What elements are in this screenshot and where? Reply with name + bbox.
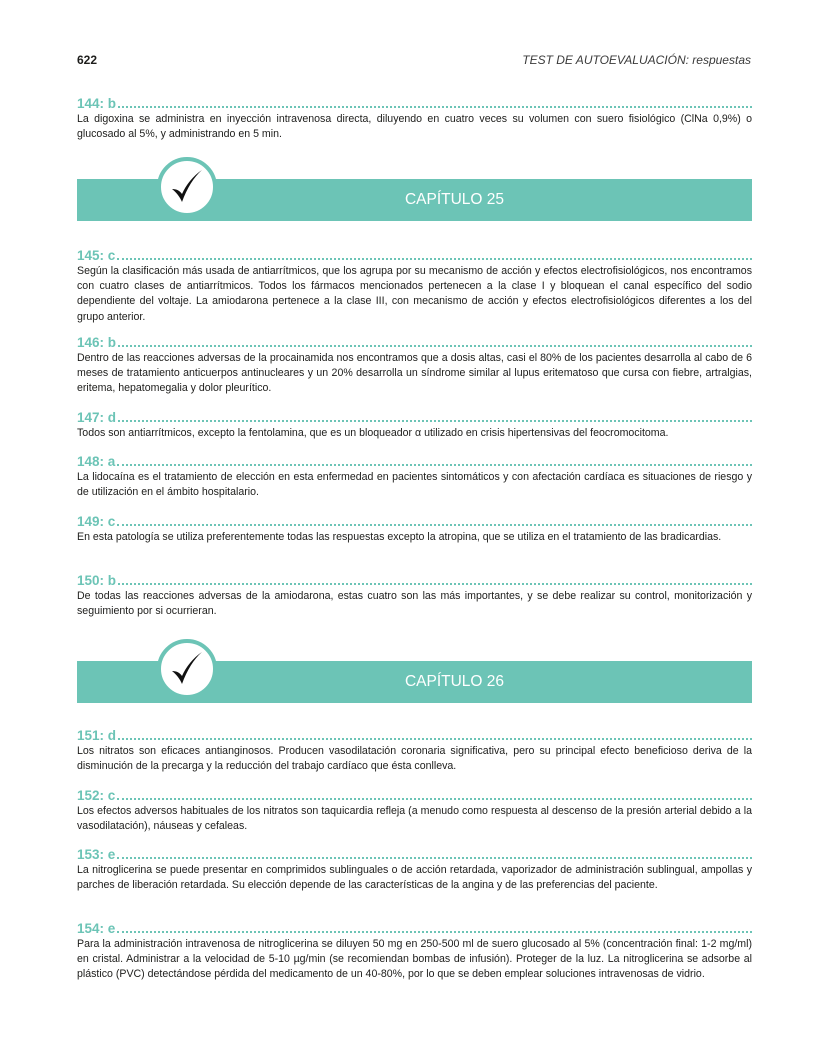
answer-label: 148: a — [77, 454, 116, 469]
answer-text: En esta patología se utiliza preferentemente todas las respuestas excepto la atropina, que se utiliza en el tratamiento de las bradicardias. — [77, 531, 722, 543]
dotted-leader — [118, 738, 752, 740]
answer-152 — [77, 788, 752, 834]
answer-144 — [77, 96, 752, 142]
answer-header — [77, 728, 752, 743]
answer-150 — [77, 573, 752, 619]
answer-154 — [77, 921, 752, 983]
dotted-leader — [117, 798, 752, 800]
answer-text: De todas las reacciones adversas de la amiodarona, estas cuatro son las más importantes, y se debe realizar su control, monitorización y seguimiento por si ocurrieran. — [77, 590, 752, 618]
answer-header — [77, 921, 752, 936]
answer-label: 146: b — [77, 335, 117, 350]
answer-label: 151: d — [77, 728, 117, 743]
answer-header — [77, 335, 752, 350]
dotted-leader — [117, 931, 752, 933]
dotted-leader — [117, 857, 752, 859]
dotted-leader — [118, 583, 752, 585]
answer-text: La lidocaína es el tratamiento de elección en esta enfermedad en pacientes sintomáticos y con afectación cardíaca es situaciones de riesgo y de utilización en el ámbito hospitalario. — [77, 471, 752, 499]
answer-text: Los efectos adversos habituales de los nitratos son taquicardia refleja (a menudo como respuesta al descenso de la presión arterial debido a la vasodilatación), náuseas y cefaleas. — [77, 805, 752, 833]
answer-147 — [77, 410, 752, 441]
dotted-leader — [118, 345, 752, 347]
answer-header — [77, 573, 752, 588]
answer-153 — [77, 847, 752, 893]
answer-148 — [77, 454, 752, 500]
answer-header — [77, 454, 752, 469]
answer-label: 147: d — [77, 410, 117, 425]
answer-146 — [77, 335, 752, 397]
chapter-banner-26 — [77, 661, 752, 703]
answer-header — [77, 847, 752, 862]
answer-header — [77, 410, 752, 425]
chapter-title: CAPÍTULO 25 — [404, 191, 505, 208]
answer-label: 144: b — [77, 96, 117, 111]
chapter-banner-25 — [77, 179, 752, 221]
answer-label: 145: c — [77, 248, 116, 263]
answer-151 — [77, 728, 752, 774]
answer-text: Todos son antiarrítmicos, excepto la fentolamina, que es un bloqueador α utilizado en crisis hipertensivas del feocromocitoma. — [77, 427, 669, 439]
answer-text: La nitroglicerina se puede presentar en comprimidos sublinguales o de acción retardada, vaporizador de administración sublingual, ampollas y parches de liberación retardada. Su elección depende de las características de la angina y de las preferencias del paciente. — [77, 864, 752, 892]
dotted-leader — [117, 524, 752, 526]
answer-text: La digoxina se administra en inyección intravenosa directa, diluyendo en cuatro veces su volumen con suero fisiológico (ClNa 0,9%) o glucosado al 5%, y administrando en 5 min. — [77, 113, 752, 141]
answer-header — [77, 96, 752, 111]
answer-label: 152: c — [77, 788, 116, 803]
dotted-leader — [117, 258, 752, 260]
answer-label: 154: e — [77, 921, 116, 936]
answer-text: Según la clasificación más usada de antiarrítmicos, que los agrupa por su mecanismo de acción y efectos electrofisiológicos, nos encontramos con cuatro clases de antiarrítmicos. Todos los fármacos mencionados pertenecen a la clase I y bloquean el canal específico del sodio dependiente del voltaje. La amiodarona pertenece a la clase III, con mecanismo de acción y efectos electrofisiológicos diferentes a los del grupo anterior. — [77, 265, 752, 323]
answer-label: 149: c — [77, 514, 116, 529]
answer-header — [77, 788, 752, 803]
dotted-leader — [118, 106, 752, 108]
dotted-leader — [117, 464, 752, 466]
answer-header — [77, 514, 752, 529]
answer-text: Para la administración intravenosa de nitroglicerina se diluyen 50 mg en 250-500 ml de suero glucosado al 5% (concentración final: 1-2 mg/ml) en cristal. Administrar a la velocidad de 5-10 µg/min (se recomiendan bombas de infusión). Proteger de la luz. La nitroglicerina se adsorbe al plástico (PVC) detectándose pérdida del medicamento de un 40-80%, por lo que se deben emplear soluciones intravenosas de vidrio. — [77, 938, 752, 981]
answer-149 — [77, 514, 752, 545]
answer-label: 150: b — [77, 573, 117, 588]
answer-145 — [77, 248, 752, 325]
answer-text: Los nitratos son eficaces antianginosos. Producen vasodilatación coronaria significativa, pero su principal efecto beneficioso deriva de la disminución de la precarga y la reducción del trabajo cardíaco que ésta conlleva. — [77, 745, 752, 773]
page-number: 622 — [77, 53, 98, 67]
answer-text: Dentro de las reacciones adversas de la procainamida nos encontramos que a dosis altas, casi el 80% de los pacientes desarrolla al cabo de 6 meses de tratamiento anticuerpos antinucleares y un 20% desarrolla un síndrome similar al lupus eritematoso que cursa con fiebre, artralgias, eritema, hepatomegalia y dolor pleurítico. — [77, 352, 752, 395]
running-header: TEST DE AUTOEVALUACIÓN: respuestas — [522, 53, 751, 67]
dotted-leader — [118, 420, 752, 422]
chapter-title: CAPÍTULO 26 — [404, 673, 505, 690]
answer-header — [77, 248, 752, 263]
answer-label: 153: e — [77, 847, 116, 862]
